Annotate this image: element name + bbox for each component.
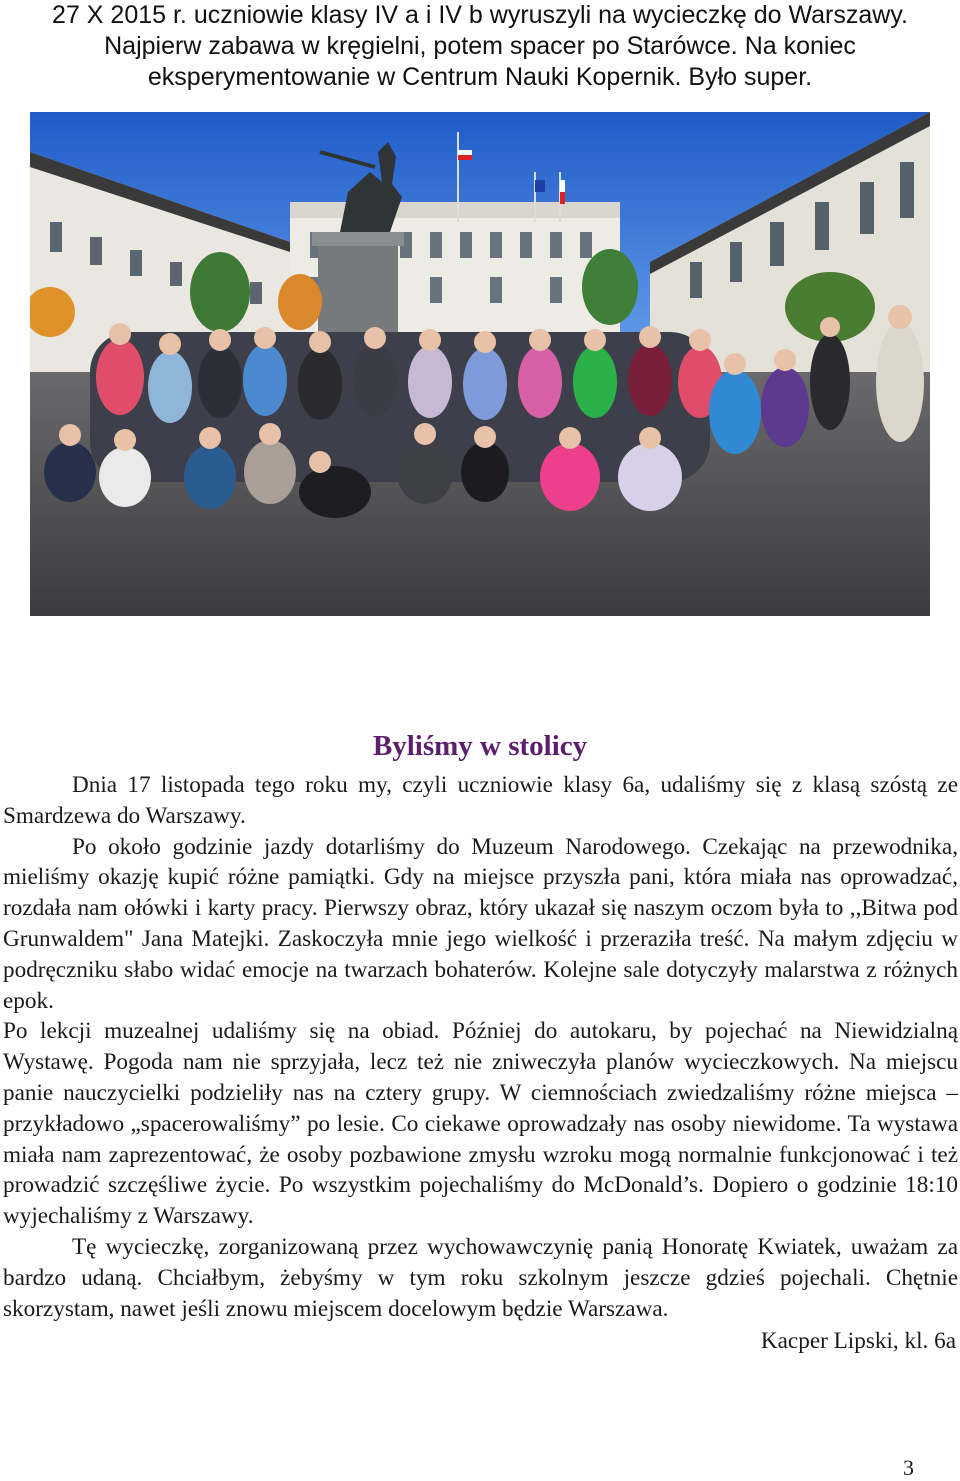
article-title: Byliśmy w stolicy <box>372 730 588 762</box>
article-paragraph-4: Tę wycieczkę, zorganizowaną przez wychowawczynię panią Honoratę Kwiatek, uważam za bardzo udaną. Chciałbym, żebyśmy w tym roku szkolnym jeszcze gdzieś pojechali. Chętnie skorzystam, nawet jeśli znowu miejscem docelowym będzie Warszawa. <box>3 1233 958 1322</box>
intro-line-1: 27 X 2015 r. uczniowie klasy IV a i IV b wyruszyli na wycieczkę do Warszawy. <box>52 1 908 29</box>
author-signature: Kacper Lipski, kl. 6a <box>760 1328 956 1355</box>
article-body <box>3 770 958 1357</box>
group-photo <box>30 112 930 616</box>
intro-line-2: Najpierw zabawa w kręgielni, potem spacer po Starówce. Na koniec <box>104 32 856 60</box>
page-number: 3 <box>903 1455 914 1480</box>
article-paragraph-1: Dnia 17 listopada tego roku my, czyli uczniowie klasy 6a, udaliśmy się z klasą szóstą ze Smardzewa do Warszawy. <box>3 772 958 829</box>
intro-line-3: eksperymentowanie w Centrum Nauki Kopernik. Było super. <box>147 63 813 91</box>
article-paragraph-2: Po około godzinie jazdy dotarliśmy do Muzeum Narodowego. Czekając na przewodnika, mieliśmy okazję kupić różne pamiątki. Gdy na miejsce przyszła pani, która miała nas oprowadzać, rozdała nam ołówki i karty pracy. Pierwszy obraz, który ukazał się naszym oczom była to ,,Bitwa pod Grunwaldem" Jana Matejki. Zaskoczyła mnie jego wielkość i przeraziła treść. Na małym zdjęciu w podręczniku słabo widać emocje na twarzach bohaterów. Kolejne sale dotyczyły malarstwa z różnych epok. <box>3 833 958 1014</box>
intro-text <box>0 0 960 93</box>
article-paragraph-3: Po lekcji muzealnej udaliśmy się na obiad. Później do autokaru, by pojechać na Niewidzialną Wystawę. Pogoda nam nie sprzyjała, lecz też nie zniweczyła planów wycieczkowych. Na miejscu panie nauczycielki podzieliły nas na cztery grupy. W ciemnościach zwiedzaliśmy różne miejsca – przykładowo „spacerowaliśmy” po lesie. Co ciekawe oprowadzały nas osoby niewidome. Ta wystawa miała nam zaprezentować, że osoby pozbawione zmysłu wzroku mogą normalnie funkcjonować i też prowadzić szczęśliwe życie. Po wszystkim pojechaliśmy do McDonald’s. Dopiero o godzinie 18:10 wyjechaliśmy z Warszawy. <box>3 1018 958 1230</box>
